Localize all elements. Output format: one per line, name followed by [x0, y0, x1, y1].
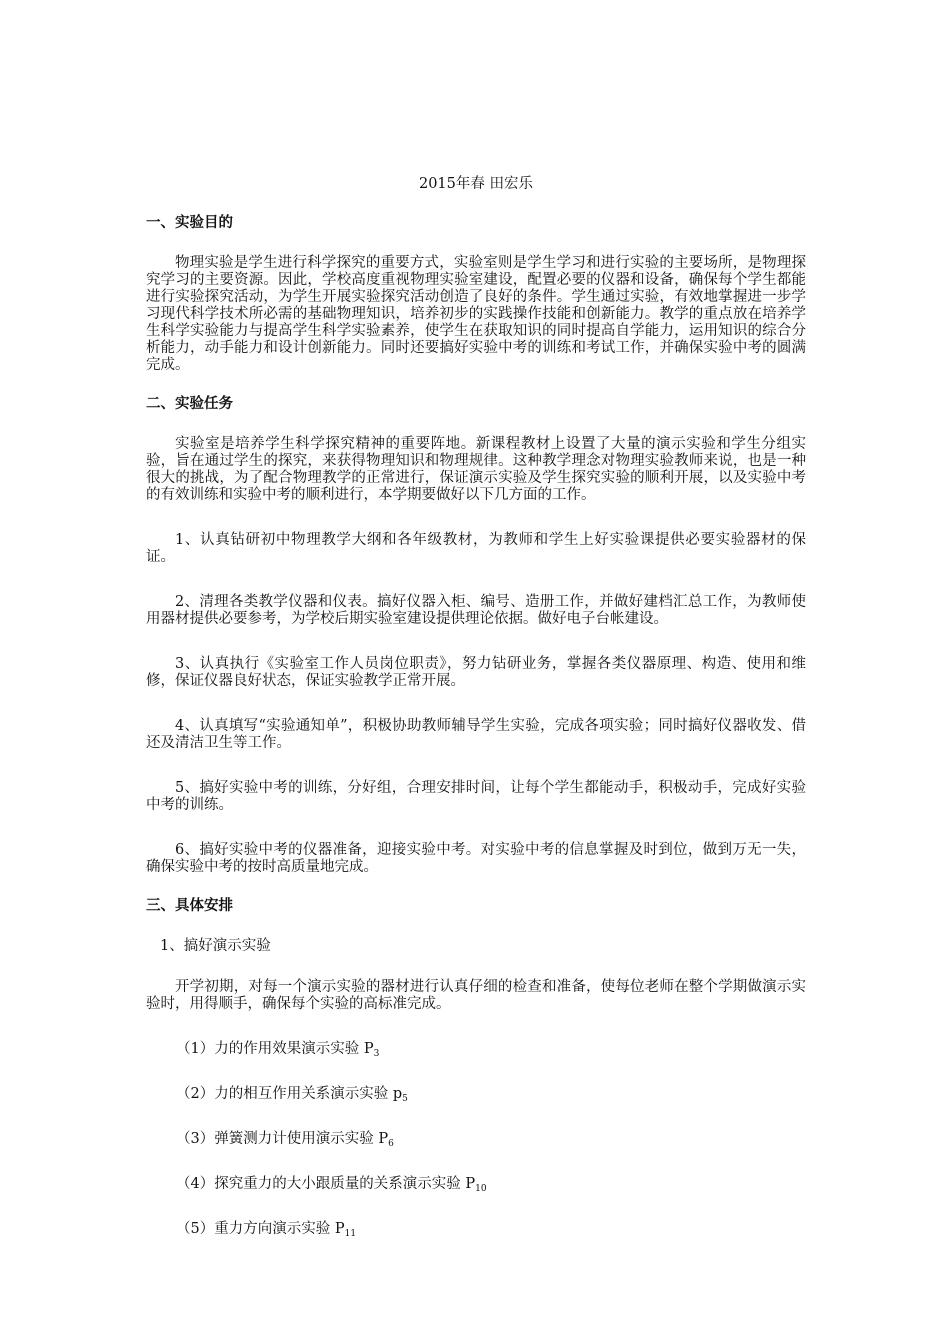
- arrangement-subheading: 1、搞好演示实验: [160, 938, 271, 954]
- section-heading-purpose: 一、实验目的: [146, 215, 233, 231]
- document-title: 2015年春 田宏乐: [418, 176, 533, 192]
- purpose-paragraph: 物理实验是学生进行科学探究的重要方式，实验室则是学生学习和进行实验的主要场所，是物理探究学习的主要资源。因此，学校高度重视物理实验室建设，配置必要的仪器和设备，确保每个学生都能进行实验探究活动，为学生开展实验探究活动创造了良好的条件。学生通过实验，有效地掌握进一步学习现代科学技术所必需的基础物理知识，培养初步的实践操作技能和创新能力。教学的重点放在培养学生科学实验能力与提高学生科学实验素养，使学生在获取知识的同时提高自学能力，运用知识的综合分析能力，动手能力和设计创新能力。同时还要搞好实验中考的训练和考试工作，并确保实验中考的圆满完成。: [146, 255, 806, 373]
- task-item-5: 5、搞好实验中考的训练，分好组，合理安排时间，让每个学生都能动手，积极动手，完成好实验中考的训练。: [146, 780, 806, 813]
- demo-experiment-item: （5）重力方向演示实验 $P_{11}$: [176, 1221, 357, 1239]
- document-body: [146, 176, 806, 1266]
- demo-experiment-item: （3）弹簧测力计使用演示实验 $P_6$: [176, 1131, 394, 1149]
- task-item-2: 2、清理各类教学仪器和仪表。搞好仪器入柜、编号、造册工作，并做好建档汇总工作，为教师使用器材提供必要参考，为学校后期实验室建设提供理论依据。做好电子台帐建设。: [146, 594, 806, 627]
- demo-experiment-item: （4）探究重力的大小跟质量的关系演示实验 $P_{10}$: [176, 1176, 487, 1194]
- tasks-intro-paragraph: 实验室是培养学生科学探究精神的重要阵地。新课程教材上设置了大量的演示实验和学生分组实验，旨在通过学生的探究，来获得物理知识和物理规律。这种教学理念对物理实验教师来说，也是一种很大的挑战，为了配合物理教学的正常进行，保证演示实验及学生探究实验的顺利开展，以及实验中考的有效训练和实验中考的顺利进行，本学期要做好以下几方面的工作。: [146, 436, 806, 503]
- section-heading-tasks: 二、实验任务: [146, 396, 233, 412]
- demo-experiment-item: （2）力的相互作用关系演示实验 $p_5$: [176, 1086, 408, 1104]
- task-item-3: 3、认真执行《实验室工作人员岗位职责》，努力钻研业务，掌握各类仪器原理、构造、使用和维修，保证仪器良好状态，保证实验教学正常开展。: [146, 656, 806, 689]
- task-item-1: 1、认真钻研初中物理教学大纲和各年级教材，为教师和学生上好实验课提供必要实验器材的保证。: [146, 532, 806, 565]
- demo-experiment-item: （1）力的作用效果演示实验 $P_3$: [176, 1041, 380, 1059]
- task-item-6: 6、搞好实验中考的仪器准备，迎接实验中考。对实验中考的信息掌握及时到位，做到万无一失，确保实验中考的按时高质量地完成。: [146, 842, 806, 875]
- task-item-4: 4、认真填写“实验通知单”，积极协助教师辅导学生实验，完成各项实验；同时搞好仪器收发、借还及清洁卫生等工作。: [146, 718, 806, 751]
- arrangement-intro-paragraph: 开学初期，对每一个演示实验的器材进行认真仔细的检查和准备，使每位老师在整个学期做演示实验时，用得顺手，确保每个实验的高标准完成。: [146, 979, 806, 1012]
- section-heading-arrangement: 三、具体安排: [146, 898, 233, 914]
